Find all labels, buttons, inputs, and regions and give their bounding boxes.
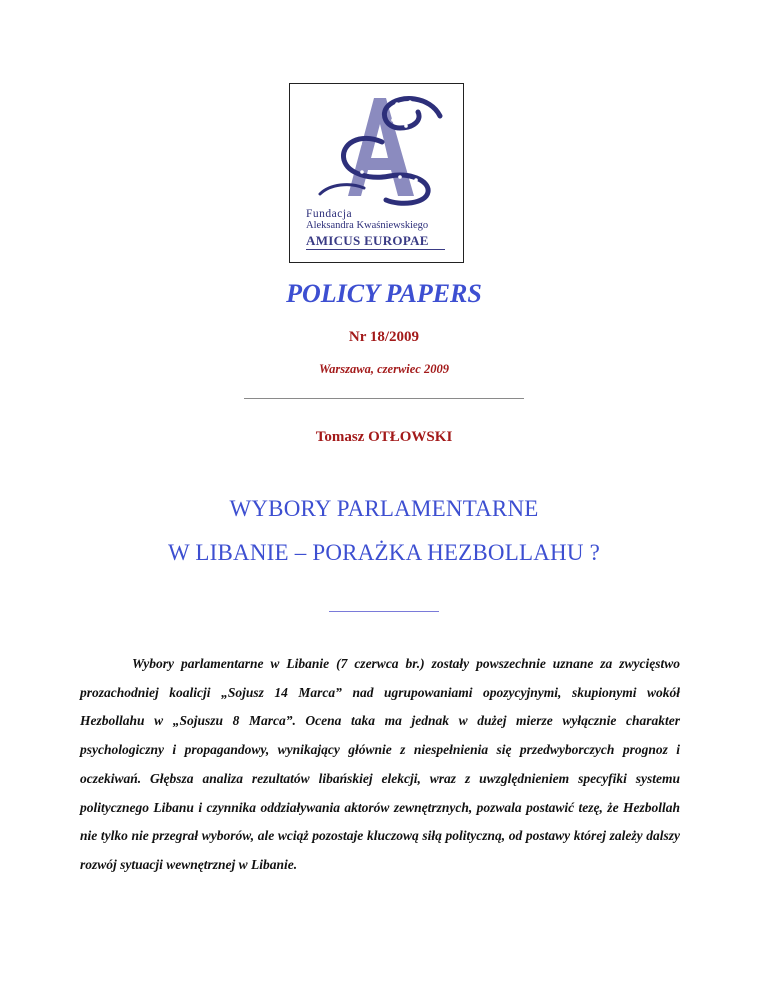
paper-number: Nr 18/2009 bbox=[348, 329, 420, 345]
abstract-paragraph: Wybory parlamentarne w Libanie (7 czerwca br.) zostały powszechnie uznane za zwycięstwo prozachodniej koalicji „Sojusz 14 Marca” nad ugrupowaniami opozycyjnymi, skupionymi wokół Hezbollahu w „Sojuszu 8 Marca”. Ocena taka ma jednak w dużej mierze wyłącznie charakter psychologiczny i propagandowy, wynikający głównie z niespełnienia się przedwyborczych prognoz i oczekiwań. Głębsza analiza rezultatów libańskiej elekcji, wraz z uwzględnieniem specyfiki systemu politycznego Libanu i czynnika oddziaływania aktorów zewnętrznych, pozwala postawić tezę, że Hezbollah nie tylko nie przegrał wyborów, ale wciąż pozostaje kluczową siłą polityczną, od postawy której zależy dalszy rozwój sytuacji wewnętrznej w Libanie. bbox=[80, 656, 680, 872]
logo-line-amicus: AMICUS EUROPAE bbox=[306, 233, 429, 248]
author-name: Tomasz OTŁOWSKI bbox=[315, 429, 453, 445]
letter-a-shape bbox=[348, 98, 414, 196]
logo-underline bbox=[306, 249, 445, 250]
place-date: Warszawa, czerwiec 2009 bbox=[319, 362, 449, 376]
logo-line-fundacja: Fundacja bbox=[306, 208, 353, 220]
foundation-logo bbox=[289, 83, 464, 263]
header-divider bbox=[244, 398, 524, 399]
title-divider bbox=[329, 611, 439, 612]
paper-title-line-1: WYBORY PARLAMENTARNE bbox=[229, 496, 539, 521]
series-title: POLICY PAPERS bbox=[286, 279, 482, 308]
paper-title-line-2: W LIBANIE – PORAŻKA HEZBOLLAHU ? bbox=[167, 540, 601, 565]
logo-line-name: Aleksandra Kwaśniewskiego bbox=[306, 220, 429, 231]
